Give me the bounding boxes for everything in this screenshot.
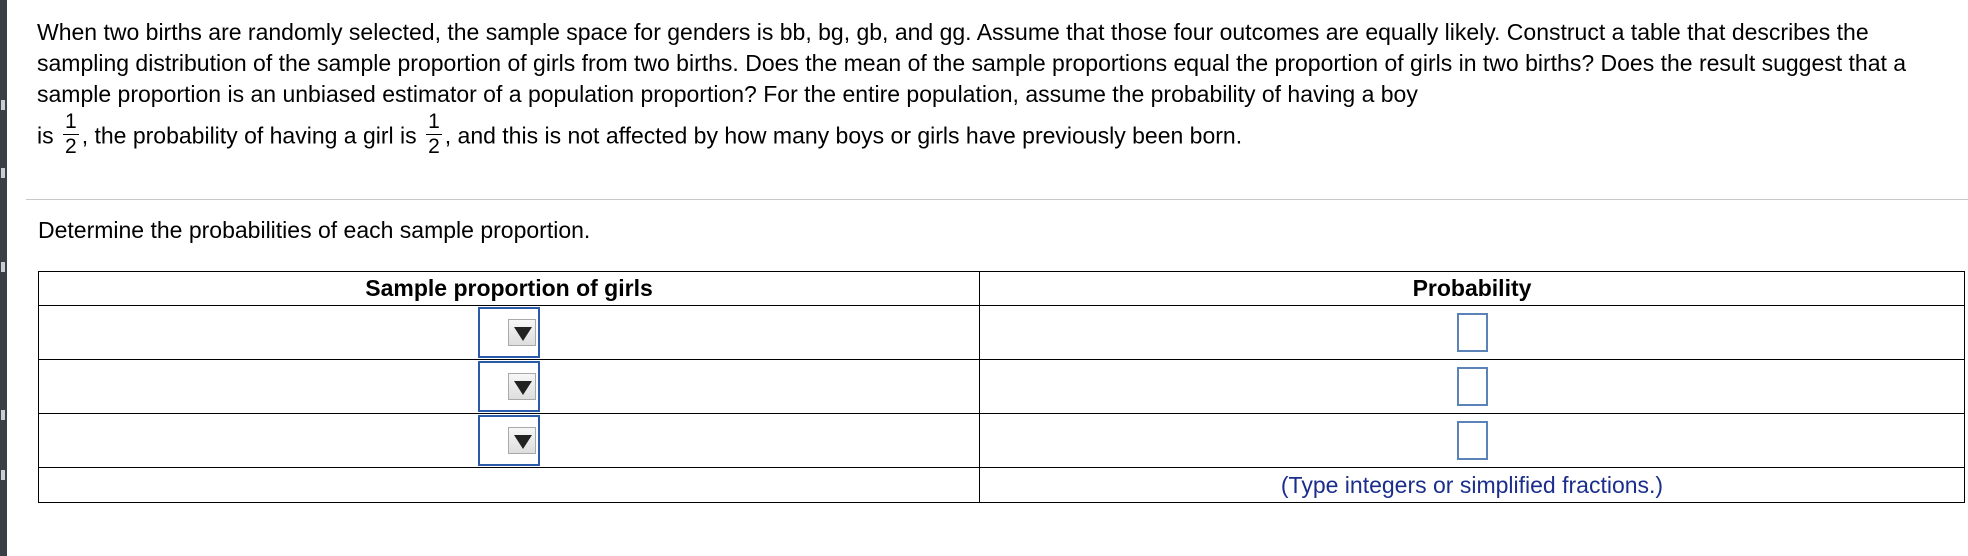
edge-mark [1,470,5,480]
proportion-cell [39,360,980,414]
answer-format-note: (Type integers or simplified fractions.) [980,468,1965,503]
dropdown-arrow-icon[interactable] [508,427,536,454]
dropdown-arrow-icon[interactable] [508,373,536,400]
question-text-girl: , the probability of having a girl is [81,122,417,149]
probability-cell [980,414,1965,468]
fraction-denominator: 2 [428,135,440,158]
edge-mark [1,262,5,272]
table-note-row [39,468,1965,503]
fraction-one-half-girl [426,110,442,159]
section-divider [26,199,1968,200]
fraction-denominator: 2 [65,135,77,158]
sampling-distribution-table [38,271,1965,503]
question-text-is: is [37,122,54,149]
edge-mark [1,168,5,178]
probability-input-3[interactable] [1457,421,1488,460]
question-paragraph: When two births are randomly selected, the sample space for genders is bb, bg, gb, and gg. Assume that those four outcomes are equally likely. Construct a table that describes the sampling distribution of the sample proportion of girls from two births. Does the mean of the sample proportions equal the proportion of girls in two births? Does the result suggest that a sample proportion is an unbiased estimator of a population proportion? For the entire population, assume the probability of having a boy [37,19,1907,107]
proportion-cell [39,414,980,468]
table-row [39,360,1965,414]
proportion-dropdown-2[interactable] [478,361,540,412]
question-text-end: , and this is not affected by how many boys or girls have previously been born. [444,122,1243,149]
instruction-text: Determine the probabilities of each sample proportion. [38,217,591,243]
probability-input-2[interactable] [1457,367,1488,406]
fraction-one-half-boy [63,110,79,159]
edge-mark [1,410,5,420]
fraction-numerator: 1 [428,110,440,133]
question-text [37,17,1962,162]
probability-cell [980,360,1965,414]
proportion-cell [39,306,980,360]
table-row [39,414,1965,468]
proportion-dropdown-1[interactable] [478,307,540,358]
left-edge-strip [0,0,7,556]
probability-input-1[interactable] [1457,313,1488,352]
proportion-dropdown-3[interactable] [478,415,540,466]
question-fraction-line [37,110,1962,162]
note-empty-cell [39,468,980,503]
dropdown-arrow-icon[interactable] [508,319,536,346]
edge-mark [1,100,5,110]
probability-cell [980,306,1965,360]
header-sample-proportion: Sample proportion of girls [39,272,980,306]
header-probability: Probability [980,272,1965,306]
fraction-numerator: 1 [65,110,77,133]
table-header-row [39,272,1965,306]
table-row [39,306,1965,360]
